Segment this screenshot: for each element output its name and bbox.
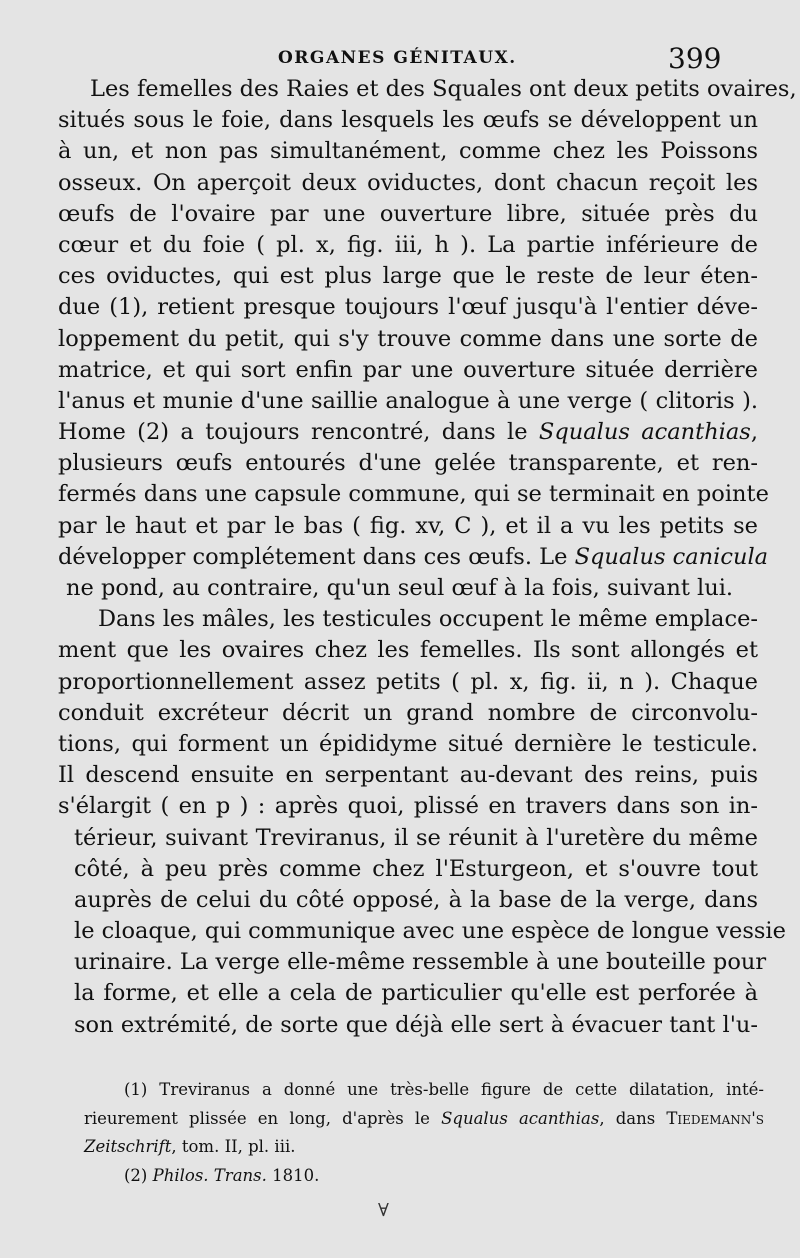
text-line: à un, et non pas simultanément, comme chez les Poissons [58,138,758,165]
text-line: ment que les ovaires chez les femelles. Ils sont allongés et [58,637,758,664]
italic-species-name: Squalus acanthias [441,1108,600,1128]
text-line: le cloaque, qui communique avec une espèce de longue vessie [74,918,786,945]
footnotes [84,1076,764,1190]
footnote-1-line: (1) Treviranus a donné une très-belle figure de cette dilatation, inté- [124,1080,764,1099]
text-segment: , tom. II, pl. iii. [171,1137,296,1156]
text-line [58,542,769,573]
text-line: fermés dans une capsule commune, qui se terminait en pointe [58,481,769,508]
text-line: térieur, suivant Treviranus, il se réunit à l'uretère du même [74,824,758,851]
text-line: par le haut et par le bas ( fig. xv, C ), et il a vu les petits se [58,512,758,539]
text-line: Dans les mâles, les testicules occupent le même emplace- [98,606,758,633]
body-text [58,74,797,1041]
text-line: côté, à peu près comme chez l'Esturgeon, et s'ouvre tout [74,855,758,882]
footnote-1-line [84,1105,764,1134]
text-line [58,417,758,448]
text-line: situés sous le foie, dans lesquels les œufs se développent un [58,107,758,134]
text-line: tions, qui forment un épididyme situé dernière le testicule. [58,730,758,757]
text-line: œufs de l'ovaire par une ouverture libre, située près du [58,200,758,227]
text-line: la forme, et elle a cela de particulier qu'elle est perforée à [74,980,758,1007]
text-segment: Home (2) a toujours rencontré, dans le [58,419,539,446]
small-caps-author: Tiedemann's [666,1108,765,1128]
text-segment: 1810. [266,1165,320,1185]
italic-species-name: Squalus acanthias [538,419,751,446]
printer-mark: ∀ [378,1200,389,1221]
text-line: ces oviductes, qui est plus large que le reste de leur éten- [58,263,758,290]
text-segment: développer complétement dans ces œufs. Le [58,543,575,570]
footnote-2 [84,1162,764,1191]
running-head: ORGANES GÉNITAUX. [278,48,517,68]
text-line: l'anus et munie d'une saillie analogue à une verge ( clitoris ). [58,387,758,414]
text-segment: rieurement plissée en long, d'après le [84,1108,442,1128]
text-segment: , dans [599,1108,667,1128]
italic-journal-title: Zeitschrift [84,1137,172,1156]
text-line: ne pond, au contraire, qu'un seul œuf à la fois, suivant lui. [66,575,734,601]
text-line: urinaire. La verge elle-même ressemble à une bouteille pour [74,949,767,976]
footnote-1-line [84,1133,764,1162]
text-line: loppement du petit, qui s'y trouve comme dans une sorte de [58,325,758,352]
text-line: son extrémité, de sorte que déjà elle sert à évacuer tant l'u- [74,1011,758,1038]
text-line: cœur et du foie ( pl. x, fig. iii, h ). La partie inférieure de [58,231,758,258]
text-line: plusieurs œufs entourés d'une gelée transparente, et ren- [58,450,758,477]
text-segment: (2) [124,1165,153,1185]
text-line: conduit excréteur décrit un grand nombre de circonvolu- [58,699,758,726]
text-line: matrice, et qui sort enfin par une ouverture située derrière [58,356,758,383]
text-line: auprès de celui du côté opposé, à la base de la verge, dans [74,886,758,913]
page-number: 399 [668,42,722,75]
text-line: Les femelles des Raies et des Squales ont deux petits ovaires, [90,76,797,102]
text-line: osseux. On aperçoit deux oviductes, dont chacun reçoit les [58,169,758,196]
italic-species-name: Squalus canicula [574,543,769,570]
text-line: due (1), retient presque toujours l'œuf jusqu'à l'entier déve- [58,294,758,321]
text-line: s'élargit ( en p ) : après quoi, plissé en travers dans son in- [58,793,758,820]
text-line: Il descend ensuite en serpentant au-devant des reins, puis [58,762,758,789]
italic-journal-title: Philos. Trans. [152,1165,267,1185]
text-segment: , [750,419,758,446]
text-line: proportionnellement assez petits ( pl. x, fig. ii, n ). Chaque [58,668,758,695]
page-header [0,44,800,78]
